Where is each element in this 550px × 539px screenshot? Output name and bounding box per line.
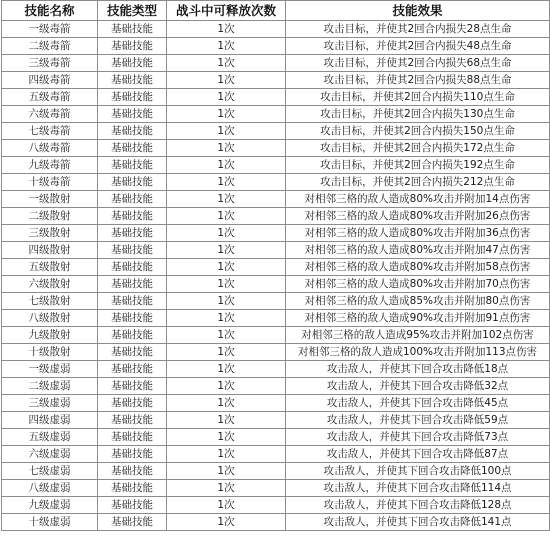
cell-skill-name: 五级散射 [2, 259, 98, 276]
cell-skill-type: 基础技能 [98, 327, 167, 344]
table-row [2, 21, 550, 38]
cell-skill-name: 九级虚弱 [2, 497, 98, 514]
cell-skill-effect: 攻击敌人，并使其下回合攻击降低18点 [286, 361, 550, 378]
cell-skill-name: 二级虚弱 [2, 378, 98, 395]
cell-skill-effect: 攻击敌人，并使其下回合攻击降低32点 [286, 378, 550, 395]
cell-uses-per-battle: 1次 [167, 140, 286, 157]
cell-skill-type: 基础技能 [98, 55, 167, 72]
table-row [2, 310, 550, 327]
cell-skill-effect: 攻击目标，并使其2回合内损失130点生命 [286, 106, 550, 123]
cell-uses-per-battle: 1次 [167, 463, 286, 480]
cell-uses-per-battle: 1次 [167, 21, 286, 38]
cell-uses-per-battle: 1次 [167, 429, 286, 446]
cell-skill-type: 基础技能 [98, 89, 167, 106]
table-row [2, 344, 550, 361]
cell-uses-per-battle: 1次 [167, 327, 286, 344]
cell-skill-type: 基础技能 [98, 191, 167, 208]
cell-skill-effect: 攻击敌人，并使其下回合攻击降低45点 [286, 395, 550, 412]
cell-uses-per-battle: 1次 [167, 242, 286, 259]
table-row [2, 191, 550, 208]
cell-skill-name: 一级毒箭 [2, 21, 98, 38]
cell-skill-effect: 对相邻三格的敌人造成80%攻击并附加26点伤害 [286, 208, 550, 225]
cell-skill-effect: 攻击敌人，并使其下回合攻击降低87点 [286, 446, 550, 463]
cell-uses-per-battle: 1次 [167, 446, 286, 463]
cell-skill-name: 四级散射 [2, 242, 98, 259]
cell-uses-per-battle: 1次 [167, 514, 286, 531]
cell-skill-effect: 攻击目标，并使其2回合内损失192点生命 [286, 157, 550, 174]
table-row [2, 72, 550, 89]
cell-skill-type: 基础技能 [98, 497, 167, 514]
cell-skill-name: 五级毒箭 [2, 89, 98, 106]
cell-uses-per-battle: 1次 [167, 89, 286, 106]
cell-skill-type: 基础技能 [98, 276, 167, 293]
cell-skill-type: 基础技能 [98, 140, 167, 157]
cell-skill-type: 基础技能 [98, 242, 167, 259]
cell-skill-effect: 攻击敌人，并使其下回合攻击降低100点 [286, 463, 550, 480]
table-row [2, 225, 550, 242]
cell-skill-type: 基础技能 [98, 259, 167, 276]
cell-uses-per-battle: 1次 [167, 293, 286, 310]
table-row [2, 429, 550, 446]
cell-skill-name: 七级散射 [2, 293, 98, 310]
cell-skill-type: 基础技能 [98, 72, 167, 89]
cell-skill-name: 一级虚弱 [2, 361, 98, 378]
cell-skill-name: 八级毒箭 [2, 140, 98, 157]
cell-skill-type: 基础技能 [98, 446, 167, 463]
cell-skill-effect: 对相邻三格的敌人造成80%攻击并附加47点伤害 [286, 242, 550, 259]
cell-skill-effect: 攻击敌人，并使其下回合攻击降低141点 [286, 514, 550, 531]
table-row [2, 208, 550, 225]
cell-skill-effect: 攻击敌人，并使其下回合攻击降低114点 [286, 480, 550, 497]
cell-skill-name: 九级毒箭 [2, 157, 98, 174]
cell-skill-name: 六级虚弱 [2, 446, 98, 463]
cell-skill-effect: 对相邻三格的敌人造成90%攻击并附加91点伤害 [286, 310, 550, 327]
cell-uses-per-battle: 1次 [167, 395, 286, 412]
skill-table [1, 0, 550, 531]
cell-skill-effect: 攻击目标，并使其2回合内损失212点生命 [286, 174, 550, 191]
table-row [2, 497, 550, 514]
cell-uses-per-battle: 1次 [167, 412, 286, 429]
cell-skill-type: 基础技能 [98, 361, 167, 378]
header-skill-effect: 技能效果 [286, 1, 550, 21]
cell-skill-effect: 对相邻三格的敌人造成80%攻击并附加70点伤害 [286, 276, 550, 293]
cell-uses-per-battle: 1次 [167, 174, 286, 191]
cell-skill-type: 基础技能 [98, 395, 167, 412]
cell-skill-effect: 攻击目标，并使其2回合内损失150点生命 [286, 123, 550, 140]
table-row [2, 276, 550, 293]
table-row [2, 327, 550, 344]
table-row [2, 89, 550, 106]
cell-skill-name: 三级虚弱 [2, 395, 98, 412]
table-row [2, 123, 550, 140]
cell-skill-name: 六级散射 [2, 276, 98, 293]
cell-uses-per-battle: 1次 [167, 259, 286, 276]
table-row [2, 140, 550, 157]
cell-skill-effect: 攻击敌人，并使其下回合攻击降低59点 [286, 412, 550, 429]
header-row [2, 1, 550, 21]
table-row [2, 446, 550, 463]
cell-uses-per-battle: 1次 [167, 361, 286, 378]
cell-skill-name: 四级毒箭 [2, 72, 98, 89]
cell-uses-per-battle: 1次 [167, 38, 286, 55]
cell-skill-effect: 攻击目标，并使其2回合内损失110点生命 [286, 89, 550, 106]
cell-skill-effect: 攻击目标，并使其2回合内损失48点生命 [286, 38, 550, 55]
cell-skill-name: 十级虚弱 [2, 514, 98, 531]
cell-uses-per-battle: 1次 [167, 157, 286, 174]
cell-skill-effect: 攻击敌人，并使其下回合攻击降低73点 [286, 429, 550, 446]
cell-skill-effect: 对相邻三格的敌人造成100%攻击并附加113点伤害 [286, 344, 550, 361]
cell-uses-per-battle: 1次 [167, 310, 286, 327]
cell-uses-per-battle: 1次 [167, 106, 286, 123]
cell-uses-per-battle: 1次 [167, 497, 286, 514]
cell-skill-name: 九级散射 [2, 327, 98, 344]
table-row [2, 38, 550, 55]
cell-skill-name: 七级毒箭 [2, 123, 98, 140]
cell-skill-type: 基础技能 [98, 225, 167, 242]
cell-skill-effect: 对相邻三格的敌人造成80%攻击并附加36点伤害 [286, 225, 550, 242]
cell-skill-effect: 攻击敌人，并使其下回合攻击降低128点 [286, 497, 550, 514]
cell-skill-type: 基础技能 [98, 38, 167, 55]
table-row [2, 259, 550, 276]
cell-skill-name: 一级散射 [2, 191, 98, 208]
cell-skill-type: 基础技能 [98, 157, 167, 174]
cell-skill-effect: 对相邻三格的敌人造成95%攻击并附加102点伤害 [286, 327, 550, 344]
cell-skill-effect: 攻击目标，并使其2回合内损失88点生命 [286, 72, 550, 89]
cell-uses-per-battle: 1次 [167, 191, 286, 208]
cell-skill-type: 基础技能 [98, 514, 167, 531]
table-row [2, 157, 550, 174]
cell-uses-per-battle: 1次 [167, 344, 286, 361]
cell-uses-per-battle: 1次 [167, 72, 286, 89]
cell-skill-type: 基础技能 [98, 378, 167, 395]
cell-skill-type: 基础技能 [98, 174, 167, 191]
table-row [2, 242, 550, 259]
cell-skill-effect: 对相邻三格的敌人造成85%攻击并附加80点伤害 [286, 293, 550, 310]
table-row [2, 463, 550, 480]
cell-skill-type: 基础技能 [98, 463, 167, 480]
cell-skill-name: 十级毒箭 [2, 174, 98, 191]
cell-uses-per-battle: 1次 [167, 123, 286, 140]
cell-skill-type: 基础技能 [98, 310, 167, 327]
table-row [2, 361, 550, 378]
header-skill-name: 技能名称 [2, 1, 98, 21]
header-uses-per-battle: 战斗中可释放次数 [167, 1, 286, 21]
table-row [2, 514, 550, 531]
cell-skill-type: 基础技能 [98, 344, 167, 361]
table-row [2, 174, 550, 191]
cell-skill-type: 基础技能 [98, 106, 167, 123]
table-row [2, 293, 550, 310]
cell-skill-name: 五级虚弱 [2, 429, 98, 446]
cell-uses-per-battle: 1次 [167, 276, 286, 293]
skill-table-body [2, 21, 550, 531]
cell-skill-name: 八级虚弱 [2, 480, 98, 497]
table-row [2, 106, 550, 123]
cell-uses-per-battle: 1次 [167, 480, 286, 497]
cell-uses-per-battle: 1次 [167, 225, 286, 242]
cell-skill-type: 基础技能 [98, 208, 167, 225]
skill-table-header [2, 1, 550, 21]
cell-skill-name: 六级毒箭 [2, 106, 98, 123]
cell-skill-name: 二级毒箭 [2, 38, 98, 55]
cell-skill-name: 三级散射 [2, 225, 98, 242]
cell-skill-type: 基础技能 [98, 429, 167, 446]
cell-skill-name: 十级散射 [2, 344, 98, 361]
cell-skill-name: 八级散射 [2, 310, 98, 327]
cell-uses-per-battle: 1次 [167, 208, 286, 225]
table-row [2, 412, 550, 429]
cell-skill-effect: 攻击目标，并使其2回合内损失68点生命 [286, 55, 550, 72]
cell-skill-effect: 攻击目标，并使其2回合内损失172点生命 [286, 140, 550, 157]
cell-skill-effect: 对相邻三格的敌人造成80%攻击并附加14点伤害 [286, 191, 550, 208]
cell-skill-name: 二级散射 [2, 208, 98, 225]
cell-skill-name: 七级虚弱 [2, 463, 98, 480]
table-row [2, 480, 550, 497]
cell-uses-per-battle: 1次 [167, 378, 286, 395]
table-row [2, 378, 550, 395]
cell-skill-name: 四级虚弱 [2, 412, 98, 429]
cell-skill-type: 基础技能 [98, 412, 167, 429]
cell-uses-per-battle: 1次 [167, 55, 286, 72]
cell-skill-type: 基础技能 [98, 293, 167, 310]
cell-skill-type: 基础技能 [98, 123, 167, 140]
cell-skill-effect: 攻击目标，并使其2回合内损失28点生命 [286, 21, 550, 38]
cell-skill-type: 基础技能 [98, 480, 167, 497]
table-row [2, 55, 550, 72]
header-skill-type: 技能类型 [98, 1, 167, 21]
cell-skill-effect: 对相邻三格的敌人造成80%攻击并附加58点伤害 [286, 259, 550, 276]
cell-skill-name: 三级毒箭 [2, 55, 98, 72]
table-row [2, 395, 550, 412]
cell-skill-type: 基础技能 [98, 21, 167, 38]
